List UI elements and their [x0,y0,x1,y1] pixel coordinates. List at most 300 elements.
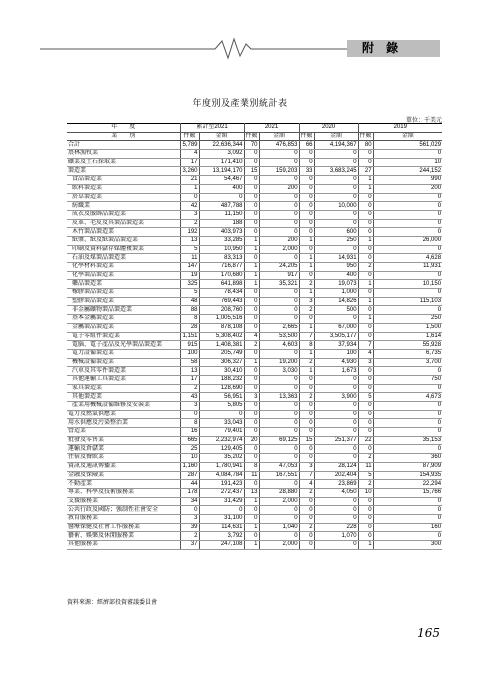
count-cell: 0 [299,541,314,550]
amount-cell: 0 [259,254,299,263]
count-cell: 5 [180,289,199,298]
count-cell: 70 [244,141,259,150]
table-row [67,349,442,358]
amount-cell: 0 [373,306,442,315]
count-cell: 0 [244,202,259,211]
count-cell: 3 [180,210,199,219]
count-cell: 1 [358,236,373,245]
count-cell: 192 [180,228,199,237]
amount-cell: 0 [373,497,442,506]
count-cell: 1 [299,289,314,298]
amount-cell: 5,308,402 [199,332,244,341]
amount-cell: 54,467 [199,176,244,185]
year-corner-label: 年 度 [67,124,180,133]
count-cell: 0 [299,184,314,193]
amount-cell: 4,194,367 [314,141,358,150]
table-row [67,436,442,445]
count-cell: 5 [358,393,373,402]
table-row [67,219,442,228]
count-cell: 15 [299,436,314,445]
count-cell: 0 [244,158,259,167]
heartbeat-line-decoration [40,36,350,62]
count-cell: 0 [358,367,373,376]
count-cell: 0 [244,184,259,193]
count-header: 件數 [359,133,372,140]
count-cell: 1 [358,280,373,289]
amount-cell: 191,423 [199,480,244,489]
count-cell: 1 [299,323,314,332]
table-row [67,297,442,306]
amount-cell: 4,628 [373,254,442,263]
amount-cell: 0 [373,271,442,280]
amount-cell: 0 [373,402,442,411]
count-cell: 11 [180,254,199,263]
count-cell: 0 [299,228,314,237]
amount-header: 金額 [314,132,358,141]
industry-label: 運輸及倉儲業 [67,445,180,454]
count-cell: 0 [180,410,199,419]
period-header: 2020 [299,124,358,133]
count-cell: 1 [244,523,259,532]
count-cell: 13 [180,367,199,376]
count-header: 件數 [180,132,199,141]
amount-cell: 476,853 [259,141,299,150]
amount-cell: 0 [314,541,358,550]
count-cell: 10 [180,454,199,463]
amount-cell: 0 [373,367,442,376]
unit-note: 單位：千美元 [405,117,442,124]
count-cell: 1 [244,541,259,550]
count-cell: 27 [358,167,373,176]
count-cell: 0 [358,210,373,219]
count-cell: 0 [358,150,373,159]
count-cell: 0 [358,384,373,393]
count-cell: 80 [358,141,373,150]
period-header: 2019 [358,124,442,133]
count-cell: 58 [180,358,199,367]
table-header-row-periods [67,124,442,133]
amount-cell: 114,631 [199,523,244,532]
amount-cell: 487,788 [199,202,244,211]
count-cell: 2 [358,480,373,489]
amount-header: 金額 [259,132,299,141]
count-cell: 19 [180,271,199,280]
table-row [67,393,442,402]
count-cell: 44 [180,480,199,489]
amount-cell: 0 [199,410,244,419]
amount-cell: 0 [373,514,442,523]
amount-cell: 0 [314,497,358,506]
count-cell: 0 [180,506,199,515]
amount-cell: 561,029 [373,141,442,150]
industry-label: 基本金屬製造業 [67,315,180,324]
count-header: 件數 [300,133,313,140]
amount-cell: 400 [314,271,358,280]
table-row [67,428,442,437]
count-cell: 0 [358,202,373,211]
count-cell: 3 [299,297,314,306]
amount-cell: 87,909 [373,462,442,471]
amount-cell: 200 [259,184,299,193]
period-header: 2021 [244,124,299,133]
count-cell: 43 [180,393,199,402]
amount-cell: 3,792 [199,532,244,541]
amount-cell: 0 [259,289,299,298]
amount-cell: 160 [373,523,442,532]
count-cell: 7 [358,341,373,350]
amount-cell: 0 [314,219,358,228]
count-cell: 8 [180,315,199,324]
table-row [67,541,442,550]
count-cell: 2 [244,341,259,350]
amount-cell: 0 [259,349,299,358]
amount-cell: 0 [259,532,299,541]
industry-label: 皮革、毛皮及其製品製造業 [67,219,180,228]
amount-cell: 10,150 [373,280,442,289]
amount-cell: 0 [373,410,442,419]
amount-cell: 0 [259,428,299,437]
amount-cell: 251,377 [314,436,358,445]
amount-cell: 0 [314,158,358,167]
count-cell: 0 [244,349,259,358]
amount-cell: 28,124 [314,462,358,471]
count-cell: 16 [180,428,199,437]
count-cell: 42 [180,202,199,211]
table-row [67,202,442,211]
amount-cell: 1,005,516 [199,315,244,324]
count-cell: 0 [244,445,259,454]
amount-cell: 1,780,941 [199,462,244,471]
amount-cell: 2,665 [259,323,299,332]
count-cell: 1 [358,297,373,306]
section-label: 附 錄 [362,41,403,55]
count-cell: 28 [180,323,199,332]
amount-cell: 0 [259,210,299,219]
count-cell: 1 [299,367,314,376]
amount-cell: 13,194,170 [199,167,244,176]
industry-label: 紙漿、紙及紙製品製造業 [67,236,180,245]
amount-cell: 78,434 [199,289,244,298]
count-cell: 1 [180,184,199,193]
amount-cell: 400 [199,184,244,193]
amount-cell: 159,203 [259,167,299,176]
industry-label: 電力設備製造業 [67,349,180,358]
amount-cell: 0 [314,176,358,185]
industry-label: 機械設備製造業 [67,358,180,367]
count-cell: 0 [299,150,314,159]
count-cell: 0 [358,289,373,298]
amount-cell: 208,760 [199,306,244,315]
amount-cell: 2,000 [259,541,299,550]
table-row [67,514,442,523]
count-cell: 1 [244,263,259,272]
count-cell: 0 [244,384,259,393]
count-cell: 1 [299,254,314,263]
count-cell: 34 [180,497,199,506]
count-cell: 1,160 [180,462,199,471]
amount-cell: 4,050 [314,488,358,497]
amount-cell: 0 [314,315,358,324]
table-row [67,271,442,280]
count-cell: 3 [299,462,314,471]
count-cell: 4 [358,349,373,358]
amount-cell: 1,070 [314,532,358,541]
table-row [67,332,442,341]
industry-label: 化學材料製造業 [67,263,180,272]
amount-cell: 10,950 [199,245,244,254]
amount-cell: 1,408,381 [199,341,244,350]
count-cell: 7 [299,471,314,480]
amount-cell: 47,053 [259,462,299,471]
count-cell: 3,260 [180,167,199,176]
industry-label: 農林漁牧業 [67,150,180,159]
amount-cell: 22,636,344 [199,141,244,150]
count-cell: 0 [299,419,314,428]
industry-label: 資訊及通訊傳播業 [67,462,180,471]
amount-cell: 0 [314,245,358,254]
amount-cell: 31,429 [199,497,244,506]
count-cell: 0 [244,428,259,437]
industry-label: 菸草製造業 [67,193,180,202]
amount-cell: 769,443 [199,297,244,306]
industry-label: 金融及保險業 [67,471,180,480]
amount-cell: 14,826 [314,297,358,306]
amount-cell: 300 [373,541,442,550]
count-cell: 11 [358,462,373,471]
count-cell: 0 [299,428,314,437]
period-header: 累計至2021 [180,124,244,133]
count-cell: 147 [180,263,199,272]
count-cell: 100 [180,349,199,358]
amount-cell: 0 [373,210,442,219]
amount-cell: 56,951 [199,393,244,402]
table-row [67,402,442,411]
count-cell: 0 [299,532,314,541]
amount-cell: 3,092 [199,150,244,159]
table-row [67,306,442,315]
table-row [67,445,442,454]
amount-cell: 100 [314,349,358,358]
count-cell: 0 [299,410,314,419]
count-cell: 3 [358,358,373,367]
industry-label: 金屬製品製造業 [67,323,180,332]
table-row [67,158,442,167]
amount-cell: 3,700 [373,358,442,367]
industry-label: 營造業 [67,428,180,437]
amount-cell: 15,766 [373,488,442,497]
count-cell: 0 [299,245,314,254]
amount-cell: 26,000 [373,236,442,245]
amount-cell: 228 [314,523,358,532]
count-cell: 2 [358,454,373,463]
amount-cell: 0 [314,384,358,393]
table-row [67,462,442,471]
count-cell: 0 [358,402,373,411]
count-cell: 4 [244,332,259,341]
table-row [67,375,442,384]
count-header: 件數 [245,133,258,140]
amount-cell: 0 [314,375,358,384]
amount-cell: 0 [373,193,442,202]
amount-cell: 1,500 [373,323,442,332]
amount-cell: 0 [373,245,442,254]
amount-cell: 2,000 [259,245,299,254]
table-body [67,141,442,549]
page-number: 165 [417,626,440,640]
amount-cell: 247,108 [199,541,244,550]
amount-cell: 83,313 [199,254,244,263]
count-cell: 8 [244,462,259,471]
count-cell: 4 [299,480,314,489]
amount-cell: 202,404 [314,471,358,480]
industry-label: 不動產業 [67,480,180,489]
amount-cell: 990 [373,176,442,185]
count-cell: 0 [358,514,373,523]
amount-cell: 55,928 [373,341,442,350]
count-cell: 10 [358,488,373,497]
industry-label: 其他服務業 [67,541,180,550]
amount-cell: 0 [314,506,358,515]
count-cell: 8 [299,341,314,350]
count-cell: 0 [244,419,259,428]
industry-label: 合計 [67,141,180,150]
count-cell: 0 [358,158,373,167]
amount-cell: 0 [373,150,442,159]
count-cell: 0 [244,210,259,219]
count-cell: 0 [244,228,259,237]
amount-cell: 0 [314,184,358,193]
amount-cell: 0 [199,506,244,515]
amount-cell: 35,321 [259,280,299,289]
industry-label: 礦業及土石採取業 [67,158,180,167]
count-cell: 3 [180,514,199,523]
table-row [67,471,442,480]
amount-cell: 35,153 [373,436,442,445]
industry-label: 批發及零售業 [67,436,180,445]
amount-cell: 0 [259,228,299,237]
count-cell: 0 [180,193,199,202]
count-cell: 0 [244,219,259,228]
table-row [67,488,442,497]
count-cell: 0 [244,254,259,263]
table-row [67,384,442,393]
amount-cell: 0 [373,532,442,541]
industry-label: 用水供應及污染整治業 [67,419,180,428]
amount-cell: 11,931 [373,263,442,272]
table-row [67,358,442,367]
count-cell: 0 [244,176,259,185]
count-cell: 7 [299,332,314,341]
amount-cell: 1,673 [314,367,358,376]
count-cell: 0 [299,193,314,202]
count-cell: 0 [244,297,259,306]
count-cell: 1 [244,497,259,506]
amount-cell: 306,327 [199,358,244,367]
amount-cell: 4,930 [314,358,358,367]
amount-cell: 200 [259,236,299,245]
amount-cell: 0 [259,384,299,393]
amount-cell: 19,200 [259,358,299,367]
count-cell: 0 [358,445,373,454]
count-cell: 0 [299,506,314,515]
statistics-table [67,123,442,550]
amount-header: 金額 [199,132,244,141]
table-header-row-measures [67,132,442,141]
amount-cell: 0 [259,176,299,185]
table-row [67,454,442,463]
table-row [67,280,442,289]
count-cell: 1 [299,349,314,358]
amount-cell: 0 [259,514,299,523]
count-cell: 0 [244,289,259,298]
count-cell: 0 [299,445,314,454]
table-row [67,419,442,428]
amount-cell: 170,680 [199,271,244,280]
count-cell: 17 [180,375,199,384]
count-cell: 0 [299,454,314,463]
amount-cell: 2,000 [259,497,299,506]
count-cell: 21 [180,176,199,185]
industry-label: 食品製造業 [67,176,180,185]
amount-cell: 128,690 [199,384,244,393]
source-note: 資料來源：經濟部投資審議委員會 [67,599,158,606]
amount-cell: 53,500 [259,332,299,341]
industry-label: 成衣及服飾品製造業 [67,210,180,219]
amount-cell: 14,931 [314,254,358,263]
amount-cell: 129,405 [199,445,244,454]
count-cell: 0 [244,150,259,159]
count-cell: 0 [358,193,373,202]
count-cell: 15 [244,167,259,176]
industry-label: 紡織業 [67,202,180,211]
amount-cell: 0 [259,480,299,489]
count-cell: 13 [180,236,199,245]
count-cell: 0 [244,323,259,332]
table-row [67,523,442,532]
industry-label: 製造業 [67,167,180,176]
table-row [67,289,442,298]
count-cell: 0 [358,219,373,228]
count-cell: 2 [299,280,314,289]
amount-cell: 0 [373,202,442,211]
amount-cell: 950 [314,263,358,272]
amount-cell: 11,150 [199,210,244,219]
industry-label: 教育服務業 [67,514,180,523]
count-cell: 3 [180,402,199,411]
count-cell: 5 [180,245,199,254]
amount-cell: 0 [259,297,299,306]
count-cell: 2 [299,393,314,402]
count-cell: 178 [180,488,199,497]
amount-cell: 188,232 [199,375,244,384]
amount-cell: 4,673 [373,393,442,402]
industry-label: 印刷及資料儲存媒體複製業 [67,245,180,254]
amount-cell: 115,103 [373,297,442,306]
amount-cell: 0 [314,454,358,463]
amount-cell: 750 [373,375,442,384]
amount-cell: 167,551 [259,471,299,480]
amount-cell: 171,410 [199,158,244,167]
count-cell: 0 [358,306,373,315]
amount-cell: 244,152 [373,167,442,176]
amount-cell: 0 [314,428,358,437]
amount-cell: 403,973 [199,228,244,237]
count-cell: 0 [244,480,259,489]
amount-cell: 67,000 [314,323,358,332]
count-cell: 25 [180,445,199,454]
amount-cell: 4,603 [259,341,299,350]
amount-cell: 3,505,177 [314,332,358,341]
